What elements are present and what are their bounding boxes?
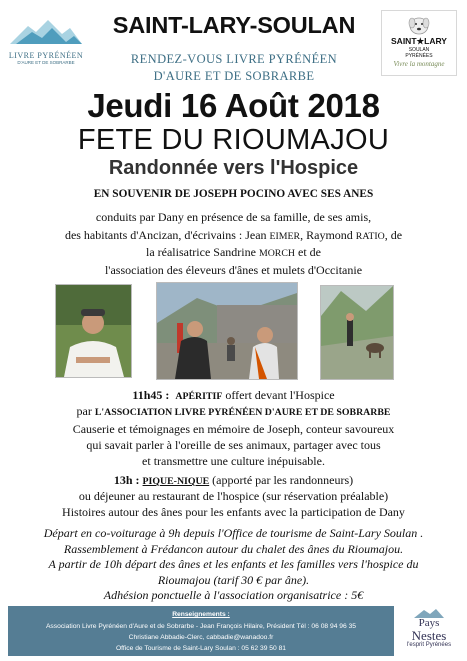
logo-left-subtitle: D'AURE ET DE SOBRARBE [17, 60, 75, 65]
saint-lary-logo [381, 10, 457, 76]
intro-line-3-text: la réalisatrice Sandrine [146, 245, 259, 259]
intro-line-3 [0, 245, 467, 260]
footer-line-1: Association Livre Pyrénéen d'Aure et de Sobrarbe - Jean François Hilaire, Président Tél : 06 08 94 96 35 [45, 623, 357, 630]
picnic-time: 13h : [113, 473, 140, 487]
intro-line-3-end: et de [295, 245, 321, 259]
histoires-line: Histoires autour des ânes pour les enfants avec la participation de Dany [62, 505, 405, 519]
intro-line-1: conduits par Dany en présence de sa famille, de ses amis, [95, 210, 372, 224]
intro-line-2 [0, 228, 467, 243]
director-morch: MORCH [258, 248, 295, 259]
assoc-name: L'ASSOCIATION LIVRE PYRÉNÉEN D'AURE ET DE SOBRARBE [94, 407, 391, 418]
header-subtitle-2: D'AURE ET DE SOBRARBE [153, 69, 315, 83]
pays-nestes-logo [400, 608, 458, 656]
intro-line-2-text: des habitants d'Ancizan, d'écrivains : Jean [64, 228, 270, 242]
dog-icon [404, 13, 434, 35]
depart-block [0, 526, 467, 604]
causerie-line-3: et transmettre une culture inépuisable. [142, 454, 325, 468]
picnic-line-1 [0, 473, 467, 489]
depart-line-3: A partir de 10h départ des ânes et les enfants et les familles vers l'hospice du [48, 557, 419, 572]
intro-line-2-end: , de [384, 228, 403, 242]
photo-man-portrait [55, 284, 132, 378]
mountain-logo-icon [8, 16, 84, 46]
livre-pyreneen-logo [8, 16, 84, 64]
causerie-line-2: qui savait parler à l'oreille de ses animaux, partager avec tous [86, 438, 381, 452]
photo-donkey-trail [320, 285, 394, 380]
picnic-label: PIQUE-NIQUE [142, 476, 210, 487]
aperitif-text: offert devant l'Hospice [222, 388, 335, 402]
badge-line-2: Nestes [411, 628, 447, 643]
causerie-line-1: Causerie et témoignages en mémoire de Joseph, conteur savoureux [72, 422, 395, 436]
aperitif-label: APÉRITIF [175, 391, 223, 402]
event-date: Jeudi 16 Août 2018 [87, 87, 380, 124]
logo-left-title: LIVRE PYRÉNÉEN [8, 51, 84, 60]
badge-line-1: Pays [418, 617, 440, 629]
event-name: FETE DU RIOUMAJOU [77, 124, 390, 156]
causerie-block [0, 421, 467, 469]
author-ratio: RATIO [355, 231, 385, 242]
depart-line-4: Rioumajou (tarif 30 € par âne). [157, 572, 310, 587]
header-subtitle-1: RENDEZ-VOUS LIVRE PYRÉNÉEN [130, 52, 338, 66]
assoc-line [0, 404, 467, 420]
footer-info [8, 606, 394, 656]
badge-line-3: l'esprit Pyrénées [406, 642, 452, 648]
author-eimer: EIMER [269, 231, 301, 242]
picnic-block [0, 473, 467, 504]
dedication: EN SOUVENIR DE JOSEPH POCINO AVEC SES ANES [93, 188, 374, 200]
footer-line-3: Office de Tourisme de Saint-Lary Soulan : 05 62 39 50 81 [115, 645, 287, 652]
depart-line-1: Départ en co-voiturage à 9h depuis l'Office de tourisme de Saint-Lary Soulan . [43, 526, 424, 540]
intro-line-4: l'association des éleveurs d'ânes et mulets d'Occitanie [104, 263, 363, 277]
logo-right-sub1: SOULAN [408, 47, 430, 53]
picnic-text: (apporté par les randonneurs) [209, 473, 354, 487]
aperitif-time: 11h45 : [132, 388, 170, 402]
photo-people-at-hospice [156, 282, 298, 380]
depart-line-5: Adhésion ponctuelle à l'association organisatrice : 5€ [103, 588, 364, 603]
page-title: SAINT-LARY-SOULAN [112, 12, 356, 38]
picnic-line-2: ou déjeuner au restaurant de l'hospice (sur réservation préalable) [78, 489, 389, 503]
intro-line-2-sep: , Raymond [300, 228, 356, 242]
aperitif-line [0, 388, 467, 404]
logo-right-sub2: PYRÉNÉES [405, 53, 433, 59]
event-subtitle: Randonnée vers l'Hospice [108, 157, 359, 179]
logo-right-title: SAINT★LARY [391, 36, 447, 46]
assoc-prefix: par [76, 404, 95, 418]
depart-line-2: Rassemblement à Frédancon autour du chalet des ânes du Rioumajou. [63, 541, 404, 556]
logo-right-slogan: Vivre la montagne [393, 60, 445, 68]
footer-heading: Renseignements : [172, 611, 230, 618]
footer-line-2: Christiane Abbadie-Clerc, cabbadie@wanadoo.fr [128, 634, 274, 641]
